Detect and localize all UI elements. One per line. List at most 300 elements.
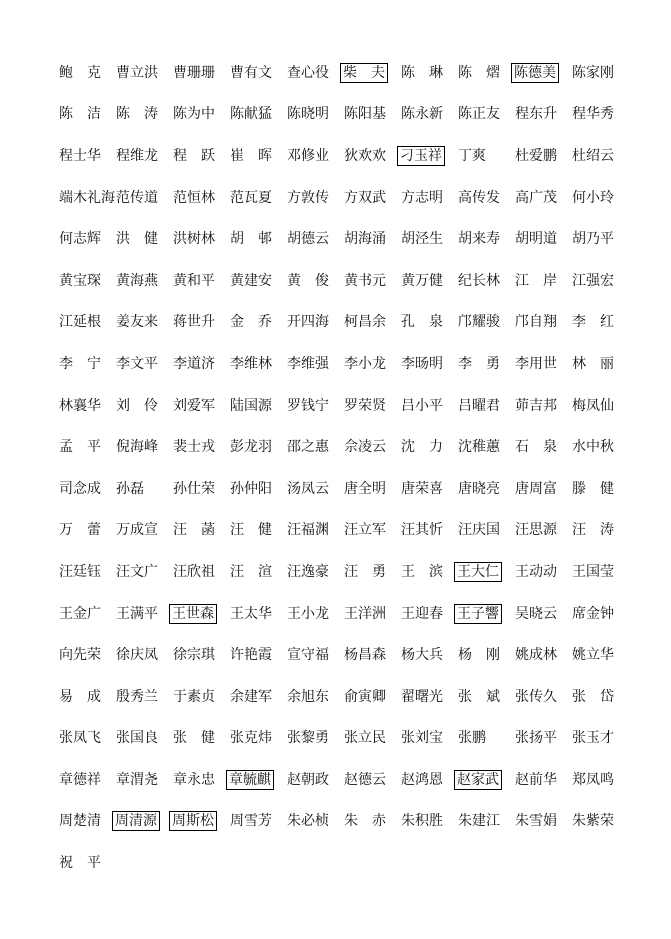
name-text: 孟 平 <box>59 439 101 456</box>
name-entry <box>400 104 457 124</box>
name-entry <box>286 728 343 748</box>
name-entry <box>58 811 115 831</box>
name-entry <box>286 312 343 332</box>
name-entry <box>400 604 457 624</box>
name-row <box>58 593 628 635</box>
name-text: 洪树林 <box>173 231 215 248</box>
name-text: 曹立洪 <box>116 64 158 81</box>
name-entry <box>172 354 229 374</box>
name-text: 范传道 <box>116 189 158 206</box>
name-text: 赵家武 <box>454 770 502 790</box>
name-text: 于素贞 <box>173 688 215 705</box>
name-text: 张凤飞 <box>59 730 101 747</box>
name-text: 赵朝政 <box>287 771 329 788</box>
name-entry <box>400 312 457 332</box>
name-text: 纪长林 <box>458 272 500 289</box>
name-text: 程 跃 <box>173 147 215 164</box>
name-entry <box>115 104 172 124</box>
name-entry <box>343 312 400 332</box>
name-row <box>58 510 628 552</box>
name-entry <box>172 562 229 582</box>
name-entry <box>286 354 343 374</box>
name-entry <box>457 479 514 499</box>
name-text: 汪 勇 <box>344 563 386 580</box>
name-entry <box>457 687 514 707</box>
boxed-name-entry <box>400 146 457 166</box>
name-text: 向先荣 <box>59 647 101 664</box>
name-entry <box>571 437 628 457</box>
name-text: 何志辉 <box>59 231 101 248</box>
name-text: 李旸明 <box>401 355 443 372</box>
name-text: 吕小平 <box>401 397 443 414</box>
name-text: 蒋世升 <box>173 314 215 331</box>
name-text: 孙仕荣 <box>173 480 215 497</box>
name-text: 万 蕾 <box>59 522 101 539</box>
name-text: 唐荣喜 <box>401 480 443 497</box>
name-row <box>58 343 628 385</box>
name-text: 朱必桢 <box>287 813 329 830</box>
name-entry <box>457 229 514 249</box>
name-text: 汪欣祖 <box>173 563 215 580</box>
name-row <box>58 135 628 177</box>
name-text: 赵前华 <box>515 771 557 788</box>
name-entry <box>514 770 571 790</box>
name-text: 汪福渊 <box>287 522 329 539</box>
name-entry <box>58 188 115 208</box>
name-entry <box>571 645 628 665</box>
name-entry <box>286 229 343 249</box>
name-entry <box>115 354 172 374</box>
name-text: 张 健 <box>173 730 215 747</box>
name-entry <box>58 104 115 124</box>
name-text: 汪文广 <box>116 563 158 580</box>
name-text: 汪 菡 <box>173 522 215 539</box>
name-text: 孙仲阳 <box>230 480 272 497</box>
name-text: 柴 夫 <box>340 63 388 83</box>
name-entry <box>571 770 628 790</box>
name-entry <box>229 562 286 582</box>
name-text: 席金钟 <box>572 605 614 622</box>
name-text: 张扬平 <box>515 730 557 747</box>
name-entry <box>58 853 115 873</box>
name-entry <box>172 396 229 416</box>
name-text: 汪 渲 <box>230 563 272 580</box>
name-entry <box>514 811 571 831</box>
name-row <box>58 426 628 468</box>
name-row <box>58 177 628 219</box>
name-text: 黄建安 <box>230 272 272 289</box>
name-text: 张 岱 <box>572 688 614 705</box>
name-entry <box>58 229 115 249</box>
name-text: 郑凤鸣 <box>572 771 614 788</box>
name-entry <box>172 188 229 208</box>
name-entry <box>514 728 571 748</box>
name-entry <box>457 728 514 748</box>
name-text: 胡德云 <box>287 231 329 248</box>
name-entry <box>571 687 628 707</box>
boxed-name-entry <box>172 604 229 624</box>
name-entry <box>115 229 172 249</box>
name-text: 唐周富 <box>515 480 557 497</box>
name-text: 洪 健 <box>116 231 158 248</box>
name-text: 汪 涛 <box>572 522 614 539</box>
name-entry <box>571 188 628 208</box>
name-text: 黄 俊 <box>287 272 329 289</box>
name-entry <box>343 520 400 540</box>
name-entry <box>400 811 457 831</box>
name-text: 张国良 <box>116 730 158 747</box>
name-text: 邝耀骏 <box>458 314 500 331</box>
name-entry <box>343 562 400 582</box>
name-entry <box>514 520 571 540</box>
name-text: 余旭东 <box>287 688 329 705</box>
name-entry <box>343 271 400 291</box>
name-text: 陈阳基 <box>344 106 386 123</box>
name-entry <box>286 604 343 624</box>
name-text: 吴晓云 <box>515 605 557 622</box>
name-entry <box>400 188 457 208</box>
name-text: 姚成林 <box>515 647 557 664</box>
name-text: 沈稚蕙 <box>458 439 500 456</box>
name-row <box>58 302 628 344</box>
name-entry <box>514 396 571 416</box>
name-text: 章永忠 <box>173 771 215 788</box>
name-entry <box>457 63 514 83</box>
name-entry <box>115 687 172 707</box>
name-entry <box>343 104 400 124</box>
name-text: 方敦传 <box>287 189 329 206</box>
name-text: 孔 泉 <box>401 314 443 331</box>
name-entry <box>172 146 229 166</box>
name-entry <box>457 104 514 124</box>
name-text: 杨昌森 <box>344 647 386 664</box>
name-text: 鲍 克 <box>59 64 101 81</box>
name-list <box>58 52 628 884</box>
name-entry <box>457 146 514 166</box>
name-text: 朱紫荣 <box>572 813 614 830</box>
name-entry <box>457 811 514 831</box>
name-text: 陈为中 <box>173 106 215 123</box>
name-text: 曹珊珊 <box>173 64 215 81</box>
name-entry <box>172 229 229 249</box>
name-entry <box>172 645 229 665</box>
name-entry <box>229 229 286 249</box>
name-entry <box>343 728 400 748</box>
name-entry <box>286 479 343 499</box>
name-text: 陈德美 <box>511 63 559 83</box>
name-text: 余建军 <box>230 688 272 705</box>
name-row <box>58 94 628 136</box>
name-entry <box>58 645 115 665</box>
name-text: 唐全明 <box>344 480 386 497</box>
name-text: 陈献猛 <box>230 106 272 123</box>
name-entry <box>400 562 457 582</box>
name-text: 孙磊 <box>116 480 144 497</box>
name-entry <box>58 437 115 457</box>
name-text: 林 丽 <box>572 355 614 372</box>
name-entry <box>229 604 286 624</box>
name-text: 陈 涛 <box>116 106 158 123</box>
name-entry <box>457 645 514 665</box>
name-entry <box>58 604 115 624</box>
name-text: 彭龙羽 <box>230 439 272 456</box>
name-text: 李文平 <box>116 355 158 372</box>
name-entry <box>115 312 172 332</box>
name-entry <box>286 63 343 83</box>
name-entry <box>343 354 400 374</box>
name-text: 倪海峰 <box>116 439 158 456</box>
name-entry <box>115 437 172 457</box>
name-text: 王动动 <box>515 563 557 580</box>
name-entry <box>229 811 286 831</box>
name-entry <box>229 687 286 707</box>
name-text: 王洋洲 <box>344 605 386 622</box>
name-text: 程华秀 <box>572 106 614 123</box>
name-text: 汪其忻 <box>401 522 443 539</box>
name-entry <box>229 479 286 499</box>
name-entry <box>571 229 628 249</box>
name-entry <box>571 354 628 374</box>
name-entry <box>229 354 286 374</box>
name-entry <box>457 312 514 332</box>
name-text: 陈家刚 <box>572 64 614 81</box>
name-entry <box>343 229 400 249</box>
name-entry <box>286 437 343 457</box>
name-row <box>58 52 628 94</box>
name-entry <box>571 396 628 416</box>
name-text: 祝 平 <box>59 855 101 872</box>
name-text: 杜爱鹏 <box>515 147 557 164</box>
name-entry <box>514 562 571 582</box>
name-entry <box>457 396 514 416</box>
name-text: 高传发 <box>458 189 500 206</box>
name-entry <box>343 645 400 665</box>
name-row <box>58 718 628 760</box>
name-text: 黄海燕 <box>116 272 158 289</box>
name-text: 范恒林 <box>173 189 215 206</box>
name-entry <box>514 104 571 124</box>
boxed-name-entry <box>172 811 229 831</box>
name-entry <box>514 687 571 707</box>
name-entry <box>514 645 571 665</box>
name-text: 李 宁 <box>59 355 101 372</box>
name-entry <box>286 645 343 665</box>
name-text: 程士华 <box>59 147 101 164</box>
name-entry <box>58 312 115 332</box>
name-text: 滕 健 <box>572 480 614 497</box>
name-entry <box>514 479 571 499</box>
name-text: 陈永新 <box>401 106 443 123</box>
name-entry <box>514 354 571 374</box>
name-text: 王太华 <box>230 605 272 622</box>
name-text: 李道济 <box>173 355 215 372</box>
name-entry <box>229 728 286 748</box>
name-entry <box>400 687 457 707</box>
name-text: 方志明 <box>401 189 443 206</box>
name-row <box>58 676 628 718</box>
name-text: 李 勇 <box>458 355 500 372</box>
name-text: 姚立华 <box>572 647 614 664</box>
name-entry <box>514 312 571 332</box>
name-text: 刘 伶 <box>116 397 158 414</box>
name-text: 刁玉祥 <box>397 146 445 166</box>
boxed-name-entry <box>514 63 571 83</box>
name-entry <box>286 396 343 416</box>
name-text: 何小玲 <box>572 189 614 206</box>
name-entry <box>58 770 115 790</box>
name-text: 徐宗琪 <box>173 647 215 664</box>
name-text: 朱建江 <box>458 813 500 830</box>
name-text: 俞寅卿 <box>344 688 386 705</box>
name-text: 石 泉 <box>515 439 557 456</box>
name-entry <box>400 770 457 790</box>
name-text: 梅凤仙 <box>572 397 614 414</box>
name-entry <box>172 520 229 540</box>
name-entry <box>172 312 229 332</box>
name-text: 端木礼海 <box>59 189 115 206</box>
name-text: 许艳霞 <box>230 647 272 664</box>
name-text: 李用世 <box>515 355 557 372</box>
name-entry <box>571 479 628 499</box>
name-entry <box>400 437 457 457</box>
name-entry <box>343 604 400 624</box>
name-text: 程东升 <box>515 106 557 123</box>
name-text: 江 岸 <box>515 272 557 289</box>
name-text: 章德祥 <box>59 771 101 788</box>
name-entry <box>571 104 628 124</box>
name-text: 赵德云 <box>344 771 386 788</box>
name-text: 金 乔 <box>230 314 272 331</box>
name-entry <box>571 562 628 582</box>
name-text: 陈晓明 <box>287 106 329 123</box>
name-entry <box>514 229 571 249</box>
name-text: 李维林 <box>230 355 272 372</box>
name-entry <box>343 188 400 208</box>
name-text: 胡海涌 <box>344 231 386 248</box>
name-text: 邓修业 <box>287 147 329 164</box>
name-row <box>58 218 628 260</box>
name-entry <box>571 271 628 291</box>
name-text: 胡来寿 <box>458 231 500 248</box>
name-text: 柯昌余 <box>344 314 386 331</box>
name-text: 吕曜君 <box>458 397 500 414</box>
name-text: 汪廷钰 <box>59 563 101 580</box>
name-text: 易 成 <box>59 688 101 705</box>
name-text: 张立民 <box>344 730 386 747</box>
name-text: 黄书元 <box>344 272 386 289</box>
name-entry <box>571 63 628 83</box>
name-text: 狄欢欢 <box>344 147 386 164</box>
name-text: 查心役 <box>287 64 329 81</box>
name-text: 刘爱军 <box>173 397 215 414</box>
name-text: 张鹏 <box>458 730 486 747</box>
name-entry <box>514 271 571 291</box>
name-entry <box>286 520 343 540</box>
name-entry <box>229 63 286 83</box>
name-entry <box>115 479 172 499</box>
name-entry <box>286 687 343 707</box>
name-entry <box>343 687 400 707</box>
name-entry <box>115 63 172 83</box>
name-text: 汪逸豪 <box>287 563 329 580</box>
name-entry <box>400 520 457 540</box>
name-entry <box>172 687 229 707</box>
name-text: 张克炜 <box>230 730 272 747</box>
name-text: 胡明道 <box>515 231 557 248</box>
name-text: 丁爽 <box>458 147 486 164</box>
name-entry <box>571 811 628 831</box>
name-entry <box>286 104 343 124</box>
name-entry <box>514 188 571 208</box>
name-text: 李 红 <box>572 314 614 331</box>
name-entry <box>514 437 571 457</box>
name-text: 范瓦夏 <box>230 189 272 206</box>
name-entry <box>115 645 172 665</box>
name-text: 张玉才 <box>572 730 614 747</box>
name-entry <box>571 728 628 748</box>
name-text: 林襄华 <box>59 397 101 414</box>
name-text: 宣守福 <box>287 647 329 664</box>
name-entry <box>571 146 628 166</box>
name-text: 王世森 <box>169 604 217 624</box>
name-entry <box>400 645 457 665</box>
name-entry <box>229 520 286 540</box>
name-text: 章渭尧 <box>116 771 158 788</box>
name-text: 赵鸿恩 <box>401 771 443 788</box>
name-text: 胡 邨 <box>230 231 272 248</box>
name-entry <box>229 146 286 166</box>
name-entry <box>58 63 115 83</box>
name-text: 陈正友 <box>458 106 500 123</box>
name-text: 水中秋 <box>572 439 614 456</box>
name-entry <box>172 728 229 748</box>
name-text: 王子響 <box>454 604 502 624</box>
name-entry <box>58 479 115 499</box>
name-text: 杨大兵 <box>401 647 443 664</box>
name-text: 曹有文 <box>230 64 272 81</box>
name-entry <box>457 354 514 374</box>
name-entry <box>343 811 400 831</box>
name-entry <box>571 312 628 332</box>
name-text: 陈 琳 <box>401 64 443 81</box>
name-entry <box>58 687 115 707</box>
name-entry <box>115 604 172 624</box>
name-entry <box>514 146 571 166</box>
name-entry <box>457 437 514 457</box>
boxed-name-entry <box>343 63 400 83</box>
name-text: 汪庆国 <box>458 522 500 539</box>
name-text: 李维强 <box>287 355 329 372</box>
name-text: 李小龙 <box>344 355 386 372</box>
name-text: 王小龙 <box>287 605 329 622</box>
name-text: 张黎勇 <box>287 730 329 747</box>
name-entry <box>172 437 229 457</box>
name-entry <box>400 354 457 374</box>
name-text: 崔 晖 <box>230 147 272 164</box>
name-entry <box>229 104 286 124</box>
name-text: 汪立军 <box>344 522 386 539</box>
name-entry <box>400 396 457 416</box>
name-entry <box>457 271 514 291</box>
name-entry <box>286 146 343 166</box>
name-entry <box>457 188 514 208</box>
name-entry <box>58 728 115 748</box>
name-text: 翟曙光 <box>401 688 443 705</box>
name-row <box>58 842 628 884</box>
name-text: 殷秀兰 <box>116 688 158 705</box>
name-entry <box>457 520 514 540</box>
boxed-name-entry <box>457 562 514 582</box>
